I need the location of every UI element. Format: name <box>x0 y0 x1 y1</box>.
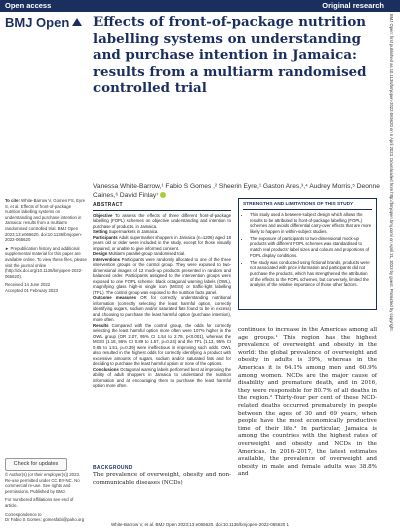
copyright-column <box>5 472 87 526</box>
background-text: The prevalence of overweight, obesity and non-communicable diseases (NCDs) <box>93 472 231 486</box>
abstract <box>93 203 231 389</box>
copyright-text: © Author(s) (or their employer(s)) 2023. Re-use permitted under CC BY-NC. No commercial re-use. See rights and permissions. Published by BMJ. <box>5 472 81 494</box>
authors-text: Vanessa White-Barrow,¹ Fabio S Gomes ,² Sheerin Eyre,¹ Gaston Ares,³,⁴ Audrey Morris,⁵ Deonne Caines,⁶ David Finlay⁷ <box>93 183 380 199</box>
side-banner-text[interactable]: BMJ Open: first published as 10.1136/bmjopen-2022-065620 on 6 April 2023. Downloaded from http://bmjopen.bmj.com/ on April 21, 2023 by guest. Protected by copyright. <box>389 14 394 332</box>
open-access-label: Open access <box>5 1 52 10</box>
strengths-limitations-box <box>238 198 377 310</box>
abstract-body <box>93 213 231 389</box>
background-heading: BACKGROUND <box>93 465 133 471</box>
strengths-box-title: STRENGTHS AND LIMITATIONS OF THIS STUDY <box>243 202 372 210</box>
top-banner <box>0 0 400 12</box>
correspondence-label: Correspondence to <box>5 511 42 517</box>
design-label: Design <box>93 251 108 256</box>
strengths-item: • The study was conducted using fictional brands, products were not associated with price information and participants did not purchase the products, which has strengthened the attribution of the effects to the FOPL schemes, but conversely, limited the analysis of the relative importance of those other factors. <box>250 260 372 288</box>
journal-logo-text: BMJ Open <box>5 15 70 30</box>
results-text: Compared with the control group, the odds for correctly selecting the least harmful option more often were 107% higher in the OWL group (OR 2.07, 95% CI 1.54 to 2.78, p<0.001), whereas the MGSI (1.18, 95% CI 0.89 to 1.57, p=0.24) and the TFL (1.13, 95% CI 0.85 to 1.51, p=0.39) were ineffectious in improving such odds. OWL also resulted in the highest odds for correctly identifying a product with excessive amounts of sugars, sodium and/or saturated fats and for deciding to purchase the least harmful option or none of the options. <box>93 322 231 366</box>
journal-logo-icon <box>72 18 82 26</box>
interventions-text: Participants were randomly allocated to one of the three intervention groups or the control group. They were exposed to two-dimensional images of 12 mock-up products presented in random and balanced order. Participants assigned to the intervention groups were exposed to one FOPL scheme: black octagonal warning labels (OWL), magnifying glass high-in single icon (MGSI) or traffic-light labelling (TFL). The control group was exposed to the nutrition facts panel. <box>93 256 231 295</box>
strengths-item: • The exposure of participants to two-dimensional mock-up products with different FOPL schemes was standardised to match real products' label sizes and colours and proportions of FOPL display conditions. <box>250 236 372 258</box>
conclusions-label: Conclusions <box>93 366 119 372</box>
article-title: Effects of front-of-package nutrition labelling systems on understanding and purchase intention in Jamaica: results from a multiarm randomised controlled trial <box>93 14 367 96</box>
setting-text: Supermarkets in Jamaica. <box>108 229 159 234</box>
affiliations-note: For numbered affiliations see end of article. <box>5 497 74 508</box>
strengths-item: • This study used a between-subject design which allows the results to be attributed to front-of-package labelling (FOPL) schemes and avoids differential carry-over effects that are more likely to happen in within-subject studies. <box>250 212 372 234</box>
page-footer: White-Barrow V, et al. BMJ Open 2023;13:e065620. doi:10.1136/bmjopen-2022-065620 1 <box>110 522 290 527</box>
body-text-right: continues to increase in the Americas among all age groups.¹ This region has the highest prevalence of overweight and obesity in the world: the global prevalence of overweight and obesity in adults is 39%, whereas in the Americas it is 64.1% among men and 60.9% among women. NCDs are the major cause of disability and premature death, and in 2016, they were responsible for 80.7% of all deaths in the region.² Thirty-four per cent of these NCD-related deaths occurred prematurely in people between the ages of 30 and 69 years, when people have the most economically productive time of their life.³ In particular, Jamaica is among the countries with the highest rates of overweight and obesity and NCDs in the Americas. In 2016–2017, the latest estimates available, the prevalence of overweight and obesity in male and female adults was 38.8% and <box>238 327 377 478</box>
outcome-label: Outcome measures <box>93 295 136 300</box>
prepub-note[interactable]: ► Prepublication history and additional supplemental material for this paper are available online. To view these files, please visit the journal online (http://dx.doi.org/10.1136/bmjopen-2022-065620). <box>5 245 87 279</box>
design-text: Multiarm parallel-group randomised trial. <box>108 251 186 256</box>
conclusions-text: Octagonal warning labels performed best at improving the ability of adult shoppers in Jamaica to understand the nutrition information and at encouraging them to purchase the least harmful option more often. <box>93 366 231 388</box>
results-label: Results <box>93 322 109 328</box>
outcome-text: OR for correctly understanding nutritional information (correctly selecting the least harmful option, correctly identifying sugars, sodium and/or saturated fats found to be in excess) and choosing to purchase the least harmful option (purchase intention), more often. <box>93 295 231 322</box>
cite-text: White-Barrow V, Gomes FS, Eyre S, et al. Effects of front-of-package nutrition labelling systems on understanding and purchase intention in Jamaica: results from a multiarm randomised controlled trial. BMJ Open 2023;13:e065620. doi:10.1136/bmjopen-2022-065620 <box>5 198 86 243</box>
objective-text: To assess the effects of three different front-of-package labelling (FOPL) schemes on objective understanding and intention to purchase of products, in Jamaica. <box>93 212 232 229</box>
correspondence-contact[interactable]: Dr Fabio S Gomes; gomesfabi@paho.org <box>5 517 85 523</box>
article-type-label: Original research <box>322 1 384 10</box>
check-for-updates-button[interactable]: Check for updates <box>5 458 67 471</box>
participants-text: Adult supermarket shoppers in Jamaica (n=1206) aged 18 years old or older were included in the study, except for those visually impaired, or unable to give informed consent. <box>93 234 231 251</box>
objective-label: Objective <box>93 212 113 218</box>
side-banner <box>388 14 398 514</box>
orcid-icon[interactable] <box>160 192 166 198</box>
cite-label: To cite: <box>5 198 20 203</box>
received-date: Received 14 June 2022 <box>5 282 51 288</box>
interventions-label: Interventions <box>93 256 120 262</box>
participants-label: Participants <box>93 234 118 240</box>
journal-logo <box>5 15 82 30</box>
strengths-list <box>243 212 372 288</box>
accepted-date: Accepted 01 February 2023 <box>5 287 59 293</box>
abstract-heading: ABSTRACT <box>93 203 231 211</box>
article-info-column <box>5 198 87 297</box>
setting-label: Setting <box>93 229 108 234</box>
